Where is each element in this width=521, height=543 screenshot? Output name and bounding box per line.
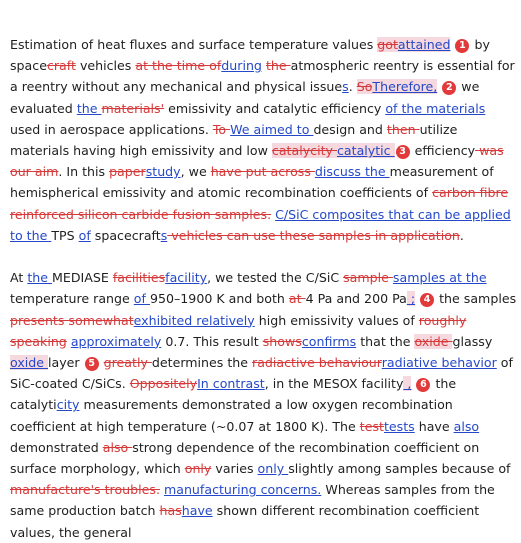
inserted-text[interactable]: manufacturing concerns. xyxy=(163,482,322,498)
deleted-text[interactable]: facilities xyxy=(112,270,166,286)
text-run: design and xyxy=(313,121,387,137)
inserted-text[interactable]: confirms xyxy=(301,333,357,349)
deleted-text[interactable]: carbon fibre reinforced silicon carbide fusion samples. xyxy=(10,185,509,222)
deleted-text[interactable]: radiactive behaviour xyxy=(252,355,382,371)
text-run: At xyxy=(10,270,28,286)
text-run: . In this xyxy=(58,164,110,180)
deleted-text[interactable]: roughly speaking xyxy=(10,312,467,349)
text-run: TPS xyxy=(51,227,79,243)
inserted-text[interactable]: samples at the xyxy=(392,270,487,286)
inserted-text[interactable]: attained xyxy=(397,37,451,52)
inserted-text[interactable]: , xyxy=(403,376,412,392)
deleted-text[interactable]: at the time of xyxy=(135,58,222,74)
comment-marker[interactable]: 6 xyxy=(416,378,430,392)
inserted-text[interactable]: Therefore, xyxy=(372,79,438,95)
text-run: measurements demonstrated a low oxygen recombination coefficient at high temperature (~0.07 at 1800 K). The xyxy=(10,397,453,434)
inserted-text[interactable]: tests xyxy=(383,418,415,434)
text-run: shown different recombination coefficient values, the general xyxy=(10,503,480,540)
inserted-text[interactable]: We aimed to xyxy=(230,121,314,137)
text-run: emissivity and catalytic efficiency xyxy=(164,100,386,116)
text-run: of SiC-coated C/SiCs. xyxy=(10,355,513,392)
deleted-text[interactable]: So xyxy=(356,79,373,95)
comment-marker[interactable]: 4 xyxy=(420,293,434,307)
deleted-text[interactable]: manufacture's troubles. xyxy=(10,482,160,498)
deleted-text[interactable]: at xyxy=(288,291,306,307)
deleted-text[interactable]: oxide xyxy=(414,333,453,349)
deleted-text[interactable]: materials' xyxy=(101,100,165,116)
inserted-text[interactable]: ; xyxy=(406,291,416,307)
text-run: used in aerospace applications. xyxy=(10,121,213,137)
inserted-text[interactable]: exhibited relatively xyxy=(133,312,255,328)
deleted-text[interactable]: To xyxy=(212,121,231,137)
text-run: spacecraft xyxy=(90,227,161,243)
text-run: temperature range xyxy=(10,291,134,307)
text-run: varies xyxy=(211,461,258,477)
text-run: Estimation of heat fluxes and surface temperature values xyxy=(10,37,378,52)
text-run: measurement of hemispherical emissivity and atomic recombination coefficients of xyxy=(10,164,494,201)
text-run: 950–1900 K and both xyxy=(149,291,289,307)
deleted-text[interactable]: Oppositely xyxy=(129,376,198,392)
text-run: slightly among samples because of xyxy=(288,461,511,477)
text-run xyxy=(450,37,454,52)
text-run: efficiency xyxy=(410,143,476,159)
deleted-text[interactable]: greatly xyxy=(103,355,152,371)
comment-marker[interactable]: 2 xyxy=(442,81,456,95)
document-body xyxy=(10,34,518,543)
paragraph-2 xyxy=(10,267,518,543)
text-run: , we tested the C/SiC xyxy=(207,270,344,286)
inserted-text[interactable]: s xyxy=(160,227,168,243)
text-run: the catalyti xyxy=(10,376,457,413)
text-run: , in the MESOX facility xyxy=(264,376,404,392)
paragraph-1 xyxy=(10,34,518,246)
inserted-text[interactable]: catalytic xyxy=(336,143,395,159)
deleted-text[interactable]: craft xyxy=(46,58,76,74)
deleted-text[interactable]: has xyxy=(159,503,182,519)
inserted-text[interactable]: of xyxy=(133,291,150,307)
inserted-text[interactable]: city xyxy=(56,397,80,413)
inserted-text[interactable]: also xyxy=(453,418,480,434)
text-run: layer xyxy=(48,355,84,371)
deleted-text[interactable]: the xyxy=(265,58,291,74)
comment-marker[interactable]: 1 xyxy=(455,39,469,53)
inserted-text[interactable]: have xyxy=(181,503,213,519)
text-run: Whereas samples from the same production batch xyxy=(10,482,495,519)
deleted-text[interactable]: paper xyxy=(109,164,146,180)
text-run: utilize materials having high emissivity and low xyxy=(10,121,458,159)
text-run: the samples xyxy=(435,291,517,307)
inserted-text[interactable]: during xyxy=(221,58,262,74)
deleted-text[interactable]: catalycity xyxy=(271,143,337,159)
text-run: strong dependence of the recombination coefficient on surface morphology, which xyxy=(10,439,480,477)
deleted-text[interactable]: vehicles can use these samples in application xyxy=(167,227,460,243)
text-run: determines the xyxy=(151,355,253,371)
inserted-text[interactable]: radiative behavior xyxy=(381,355,497,371)
comment-marker[interactable]: 5 xyxy=(85,357,99,371)
inserted-text[interactable]: study xyxy=(145,164,181,180)
inserted-text[interactable]: discuss the xyxy=(314,164,390,180)
inserted-text[interactable]: the xyxy=(27,270,53,286)
text-run: that the xyxy=(356,333,415,349)
deleted-text[interactable]: shows xyxy=(262,333,302,349)
inserted-text[interactable]: only xyxy=(257,461,289,477)
inserted-text[interactable]: facility xyxy=(165,270,208,286)
text-run xyxy=(415,291,419,306)
deleted-text[interactable]: also xyxy=(102,439,133,455)
text-run: 4 Pa and 200 Pa xyxy=(305,291,407,307)
inserted-text[interactable]: of the materials xyxy=(385,100,486,116)
inserted-text[interactable]: oxide xyxy=(10,355,49,371)
deleted-text[interactable]: then xyxy=(386,121,420,137)
text-run: vehicles xyxy=(75,58,136,74)
deleted-text[interactable]: sample xyxy=(343,270,393,286)
text-run: 0.7. This result xyxy=(161,333,263,349)
text-run: , we xyxy=(180,164,211,180)
inserted-text[interactable]: C/SiC composites that can be applied to the xyxy=(10,206,511,243)
text-run xyxy=(411,376,415,391)
text-run: . xyxy=(459,227,464,243)
inserted-text[interactable]: the xyxy=(76,100,102,116)
inserted-text[interactable]: approximately xyxy=(70,333,162,349)
text-run xyxy=(437,79,441,94)
deleted-text[interactable]: only xyxy=(184,461,212,477)
inserted-text[interactable]: s xyxy=(342,79,349,95)
text-run: high emissivity values of xyxy=(254,312,419,328)
deleted-text[interactable]: was our aim xyxy=(10,143,504,180)
deleted-text[interactable]: have put across xyxy=(210,164,315,180)
text-run: . xyxy=(348,79,357,95)
text-run: atmospheric reentry is essential for a reentry without any mechanical and physical issue xyxy=(10,58,515,95)
text-run: by space xyxy=(10,37,490,74)
text-run: glassy xyxy=(452,333,493,349)
inserted-text[interactable]: In contrast xyxy=(197,376,265,392)
deleted-text[interactable]: test xyxy=(359,418,384,434)
text-run: we evaluated xyxy=(10,79,480,116)
text-run: MEDIASE xyxy=(52,270,113,286)
comment-marker[interactable]: 3 xyxy=(396,145,410,159)
deleted-text[interactable]: presents somewhat xyxy=(10,312,134,328)
inserted-text[interactable]: of xyxy=(78,227,91,243)
text-run: have xyxy=(414,418,454,434)
deleted-text[interactable]: got xyxy=(377,37,398,52)
text-run: demonstrated xyxy=(10,439,103,455)
